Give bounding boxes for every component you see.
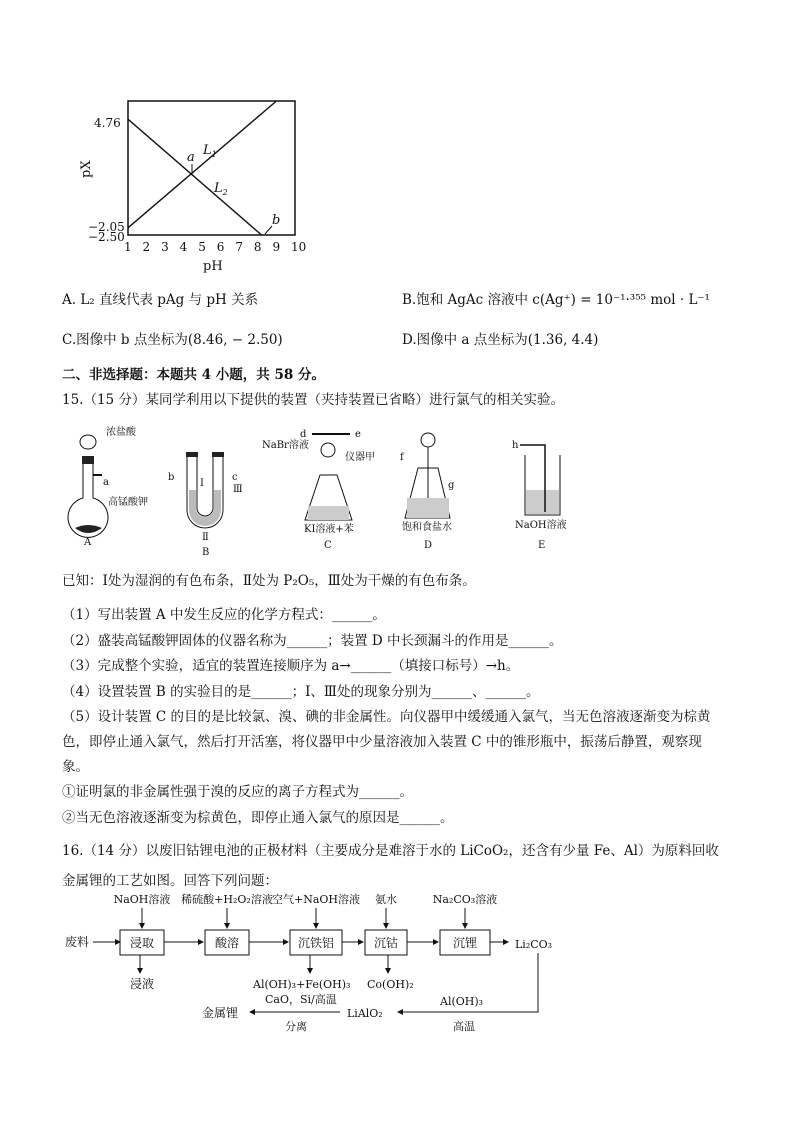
apparatus-d — [400, 433, 455, 551]
q15-item: （5）设计装置 C 的目的是比较氯、溴、碘的非金属性。向仪器甲中缓缓通入氯气，当无色溶液逐渐变为棕黄 — [62, 709, 711, 725]
flow-output: 浸液 — [130, 977, 155, 991]
svg-text:高锰酸钾: 高锰酸钾 — [108, 497, 148, 508]
line-L2 — [128, 119, 262, 235]
line-L1 — [128, 101, 276, 228]
flow-box-label: 沉钴 — [373, 936, 399, 950]
apparatus-e — [512, 440, 567, 551]
flow-input: 氨水 — [375, 893, 397, 906]
flow-final: 金属锂 — [202, 1006, 239, 1020]
svg-text:B: B — [202, 547, 210, 558]
apparatus-c — [262, 429, 375, 551]
x-tick: 2 — [142, 240, 151, 254]
x-tick: 5 — [198, 240, 206, 254]
q15-item: （3）完成整个实验，适宜的装置连接顺序为 a→______（填接口标号）→h。 — [62, 658, 520, 674]
option-c: C.图像中 b 点坐标为(8.46, − 2.50) — [62, 332, 283, 348]
apparatus-b — [168, 452, 243, 558]
point-a-label: a — [187, 150, 195, 165]
svg-text:e: e — [355, 429, 361, 440]
svg-text:h: h — [512, 440, 519, 451]
q15-item: 色，即停止通入氯气，然后打开活塞，将仪器甲中少量溶液加入装置 C 中的锥形瓶中，振荡后静置，观察现 — [62, 734, 702, 750]
plot-frame — [128, 101, 295, 235]
x-tick: 4 — [179, 240, 188, 254]
q15-item: （4）设置装置 B 的实验目的是______；Ⅰ、Ⅲ处的现象分别为______、______。 — [62, 684, 540, 700]
process-flowchart — [60, 890, 560, 1035]
x-tick: 1 — [124, 240, 132, 254]
svg-text:饱和食盐水: 饱和食盐水 — [402, 522, 452, 533]
q16-stem: 16.（14 分）以废旧钴锂电池的正极材料（主要成分是难溶于水的 LiCoO₂，还含有少量 Fe、Al）为原料回收 — [62, 843, 719, 859]
x-tick: 8 — [253, 240, 262, 254]
x-tick: 9 — [272, 240, 281, 254]
svg-text:f: f — [400, 452, 404, 463]
x-axis-label: pH — [203, 259, 223, 274]
svg-text:a: a — [103, 477, 109, 488]
svg-text:g: g — [448, 480, 455, 491]
flow-condition: 高温 — [453, 1020, 475, 1033]
flow-box-label: 沉铁铝 — [297, 936, 335, 950]
label-L2: $L_2$ — [214, 181, 228, 197]
flow-input: NaOH溶液 — [113, 893, 171, 906]
option-a: A. L₂ 直线代表 pAg 与 pH 关系 — [62, 292, 259, 308]
svg-text:KI溶液+苯: KI溶液+苯 — [304, 524, 354, 535]
point-b-label: b — [272, 213, 281, 228]
q15-item: ②当无色溶液逐渐变为棕黄色，即停止通入氯气的原因是______。 — [62, 810, 454, 826]
q15-item: 象。 — [62, 759, 89, 775]
flow-input: 空气+NaOH溶液 — [271, 893, 361, 906]
y-axis-label: pX — [79, 160, 94, 178]
px-ph-graph — [0, 0, 330, 280]
option-b: B.饱和 AgAc 溶液中 c(Ag⁺) = 10⁻¹·³⁵⁵ mol · L⁻¹ — [402, 292, 710, 308]
flow-reagent: Al(OH)₃ — [440, 995, 484, 1008]
flow-input: Na₂CO₃溶液 — [432, 893, 498, 906]
svg-text:仪器甲: 仪器甲 — [345, 452, 375, 463]
x-tick: 10 — [291, 240, 307, 254]
label-L1: $L_1$ — [203, 143, 217, 159]
q15-known: 已知：Ⅰ处为湿润的有色布条，Ⅱ处为 P₂O₅，Ⅲ处为干燥的有色布条。 — [62, 573, 476, 589]
svg-text:A: A — [84, 537, 92, 548]
x-tick: 3 — [161, 240, 169, 254]
svg-text:C: C — [324, 540, 332, 551]
flow-box-label: 酸溶 — [214, 936, 240, 950]
flow-output: Al(OH)₃+Fe(OH)₃ — [253, 978, 351, 991]
flow-start: 废料 — [65, 935, 90, 949]
flow-product: Li₂CO₃ — [515, 938, 553, 951]
q15-stem: 15.（15 分）某同学利用以下提供的装置（夹持装置已省略）进行氯气的相关实验。 — [62, 392, 564, 408]
flow-box-label: 浸取 — [129, 936, 155, 950]
section-heading: 二、非选择题：本题共 4 小题，共 58 分。 — [62, 367, 325, 383]
svg-text:浓盐酸: 浓盐酸 — [106, 427, 136, 438]
y-tick: −2.50 — [88, 230, 125, 244]
flow-intermediate: LiAlO₂ — [347, 1007, 383, 1020]
q15-item: （2）盛装高锰酸钾固体的仪器名称为______；装置 D 中长颈漏斗的作用是______。 — [62, 633, 563, 649]
q15-item: ①证明氯的非金属性强于溴的反应的离子方程式为______。 — [62, 784, 413, 800]
flow-step: CaO，Si/高温 — [265, 993, 337, 1006]
flow-step: 分离 — [285, 1020, 307, 1033]
arrow-b — [265, 226, 272, 234]
svg-text:E: E — [538, 540, 546, 551]
y-tick: −2.05 — [88, 220, 125, 234]
flow-input: 稀硫酸+H₂O₂溶液 — [181, 893, 273, 906]
svg-text:Ⅰ: Ⅰ — [200, 478, 204, 489]
flow-box-label: 沉锂 — [452, 936, 478, 950]
svg-text:d: d — [300, 429, 307, 440]
svg-text:Ⅲ: Ⅲ — [233, 484, 243, 495]
apparatus-figure — [50, 420, 570, 560]
q15-item: （1）写出装置 A 中发生反应的化学方程式：______。 — [62, 607, 386, 623]
y-tick: 4.76 — [94, 116, 121, 130]
svg-text:NaBr溶液: NaBr溶液 — [262, 440, 309, 451]
svg-text:b: b — [168, 472, 175, 483]
x-tick: 7 — [235, 240, 243, 254]
svg-text:c: c — [232, 472, 238, 483]
flow-output: Co(OH)₂ — [367, 978, 414, 991]
svg-text:D: D — [424, 540, 433, 551]
apparatus-a — [68, 425, 148, 548]
q16-stem-cont: 金属锂的工艺如图。回答下列问题： — [62, 873, 278, 889]
option-d: D.图像中 a 点坐标为(1.36, 4.4) — [402, 332, 599, 348]
svg-text:Ⅱ: Ⅱ — [202, 532, 209, 543]
svg-text:NaOH溶液: NaOH溶液 — [515, 520, 567, 531]
x-tick: 6 — [216, 240, 225, 254]
